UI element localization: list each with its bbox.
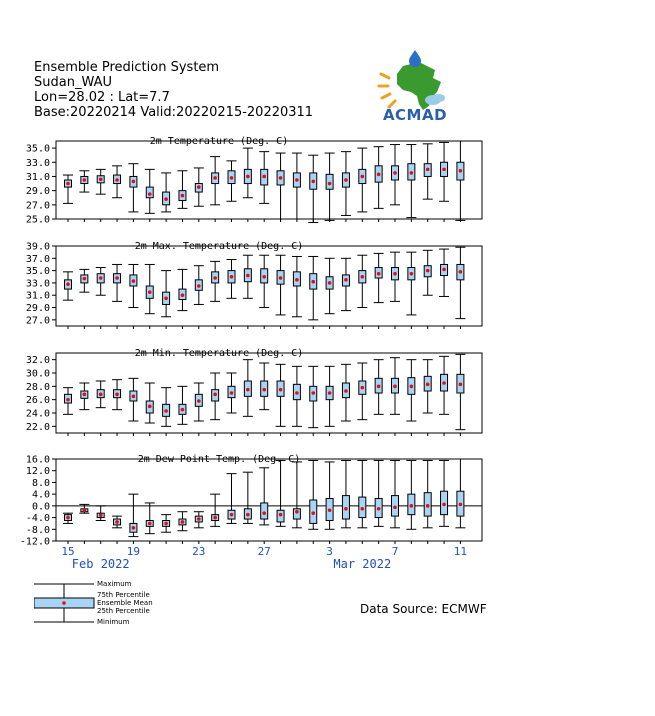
legend-minimum: Minimum — [97, 618, 130, 626]
mean-marker — [246, 388, 250, 392]
mean-marker — [377, 272, 381, 276]
y-tick-label: 26.0 — [25, 395, 50, 407]
mean-marker — [262, 175, 266, 179]
mean-marker — [442, 268, 446, 272]
mean-marker — [295, 278, 299, 282]
y-tick-label: 31.0 — [25, 171, 50, 183]
mean-marker — [393, 272, 397, 276]
mean-marker — [459, 169, 463, 173]
mean-marker — [148, 290, 152, 294]
y-tick-label: 27.0 — [25, 200, 50, 212]
x-tick-label: 11 — [453, 545, 468, 558]
y-tick-label: 16.0 — [25, 454, 50, 466]
mean-marker — [262, 511, 266, 515]
y-tick-label: 25.0 — [25, 214, 50, 226]
y-tick-label: -12.0 — [19, 536, 50, 548]
iqr-box — [261, 503, 268, 519]
y-tick-label: 29.0 — [25, 186, 50, 198]
mean-marker — [262, 388, 266, 392]
plot-frame — [56, 246, 482, 326]
mean-marker — [197, 284, 201, 288]
coordinates: Lon=28.02 : Lat=7.7 — [34, 90, 170, 105]
mean-marker — [66, 398, 70, 402]
mean-marker — [377, 173, 381, 177]
mean-marker — [132, 395, 136, 399]
mean-marker — [361, 386, 365, 390]
mean-marker — [148, 405, 152, 409]
legend-mean: Ensemble Mean — [97, 599, 153, 607]
mean-marker — [442, 503, 446, 507]
mean-marker — [164, 297, 168, 301]
mean-marker — [132, 526, 136, 530]
mean-marker — [426, 269, 430, 273]
mean-marker — [295, 510, 299, 514]
y-tick-label: 31.0 — [25, 290, 50, 302]
mean-marker — [410, 385, 414, 389]
mean-marker — [410, 272, 414, 276]
mean-marker — [115, 520, 119, 524]
mean-marker — [181, 293, 185, 297]
panel-title: 2m Max. Temperature (Deg. C) — [134, 241, 304, 252]
x-tick-label: 15 — [61, 545, 75, 558]
panel-title: 2m Min. Temperature (Deg. C) — [134, 348, 304, 359]
mean-marker — [311, 511, 315, 515]
mean-marker — [197, 185, 201, 189]
legend-p25: 25th Percentile — [97, 607, 150, 615]
mean-marker — [426, 383, 430, 387]
mean-marker — [197, 399, 201, 403]
mean-marker — [181, 194, 185, 198]
mean-marker — [83, 508, 87, 512]
panel-title: 2m Dew Point Temp. (Deg. C) — [137, 454, 301, 465]
x-tick-label: 3 — [326, 545, 333, 558]
mean-marker — [148, 522, 152, 526]
legend-maximum: Maximum — [97, 580, 132, 588]
mean-marker — [132, 180, 136, 184]
legend-p75: 75th Percentile — [97, 591, 150, 599]
mean-marker — [83, 178, 87, 182]
mean-marker — [115, 393, 119, 397]
mean-marker — [148, 192, 152, 196]
mean-marker — [377, 385, 381, 389]
mean-marker — [344, 178, 348, 182]
mean-marker — [344, 278, 348, 282]
panel-title: 2m Temperature (Deg. C) — [149, 136, 289, 147]
mean-marker — [328, 391, 332, 395]
mean-marker — [410, 171, 414, 175]
mean-marker — [311, 180, 315, 184]
mean-marker — [361, 507, 365, 511]
mean-marker — [459, 270, 463, 274]
y-tick-label: -8.0 — [25, 524, 50, 536]
mean-marker — [393, 171, 397, 175]
y-tick-label: 28.0 — [25, 381, 50, 393]
mean-marker — [230, 391, 234, 395]
mean-marker — [99, 393, 103, 397]
mean-marker — [393, 506, 397, 510]
x-tick-label: 7 — [391, 545, 399, 558]
mean-marker — [361, 275, 365, 279]
mean-marker — [66, 182, 70, 186]
mean-marker — [213, 393, 217, 397]
mean-marker — [230, 513, 234, 517]
month-label: Feb 2022 — [71, 557, 130, 571]
mean-marker — [99, 513, 103, 517]
y-tick-label: 27.0 — [25, 315, 50, 327]
mean-marker — [83, 393, 87, 397]
mean-marker — [246, 274, 250, 278]
y-tick-label: 12.0 — [25, 466, 50, 478]
mean-marker — [246, 175, 250, 179]
y-tick-label: 0.0 — [31, 501, 50, 513]
mean-marker — [295, 391, 299, 395]
mean-marker — [164, 522, 168, 526]
plot-frame — [56, 459, 482, 541]
mean-marker — [213, 176, 217, 180]
mean-marker — [83, 277, 87, 281]
y-tick-label: 30.0 — [25, 368, 50, 380]
x-tick-label: 23 — [192, 545, 206, 558]
mean-marker — [442, 168, 446, 172]
mean-marker — [279, 276, 283, 280]
mean-marker — [115, 276, 119, 280]
mean-marker — [181, 408, 185, 412]
mean-marker — [442, 381, 446, 385]
mean-marker — [230, 275, 234, 279]
y-tick-label: 33.0 — [25, 157, 50, 169]
mean-marker — [459, 383, 463, 387]
mean-marker — [426, 504, 430, 508]
mean-marker — [361, 175, 365, 179]
mean-marker — [213, 276, 217, 280]
legend-labels — [97, 580, 153, 626]
mean-marker — [246, 513, 250, 517]
mean-marker — [279, 388, 283, 392]
mean-marker — [197, 517, 201, 521]
mean-marker — [262, 275, 266, 279]
mean-marker — [328, 182, 332, 186]
y-tick-label: -4.0 — [25, 513, 50, 525]
mean-marker — [279, 513, 283, 517]
mean-marker — [393, 385, 397, 389]
month-label: Mar 2022 — [333, 557, 392, 571]
station-name: Sudan_WAU — [34, 75, 112, 90]
y-tick-label: 22.0 — [25, 421, 50, 433]
mean-marker — [99, 276, 103, 280]
mean-marker — [164, 197, 168, 201]
mean-marker — [181, 520, 185, 524]
mean-marker — [328, 508, 332, 512]
mean-marker — [230, 176, 234, 180]
mean-marker — [344, 507, 348, 511]
data-source: Data Source: ECMWF — [360, 602, 487, 616]
acmad-logo-text: ACMAD — [382, 106, 448, 124]
mean-marker — [344, 389, 348, 393]
mean-marker — [132, 279, 136, 283]
y-tick-label: 8.0 — [31, 477, 50, 489]
mean-marker — [410, 504, 414, 508]
system-title: Ensemble Prediction System — [34, 60, 220, 75]
mean-marker — [164, 409, 168, 413]
mean-marker — [295, 178, 299, 182]
mean-marker — [115, 178, 119, 182]
y-tick-label: 24.0 — [25, 408, 50, 420]
x-tick-label: 27 — [257, 545, 271, 558]
mean-marker — [66, 282, 70, 286]
mean-marker — [279, 176, 283, 180]
mean-marker — [311, 391, 315, 395]
mean-marker — [66, 516, 70, 520]
x-tick-label: 19 — [126, 545, 141, 558]
mean-marker — [328, 281, 332, 285]
y-tick-label: 4.0 — [31, 489, 50, 501]
mean-marker — [213, 516, 217, 520]
mean-marker — [311, 280, 315, 284]
y-tick-label: 29.0 — [25, 303, 50, 315]
mean-marker — [426, 168, 430, 172]
y-tick-label: 35.0 — [25, 143, 50, 155]
y-tick-label: 37.0 — [25, 253, 50, 265]
mean-marker — [377, 507, 381, 511]
mean-marker — [459, 503, 463, 507]
y-tick-label: 35.0 — [25, 266, 50, 278]
y-tick-label: 32.0 — [25, 355, 50, 367]
base-valid-dates: Base:20220214 Valid:20220215-20220311 — [34, 105, 314, 120]
mean-marker — [99, 177, 103, 181]
y-tick-label: 39.0 — [25, 241, 50, 253]
y-tick-label: 33.0 — [25, 278, 50, 290]
